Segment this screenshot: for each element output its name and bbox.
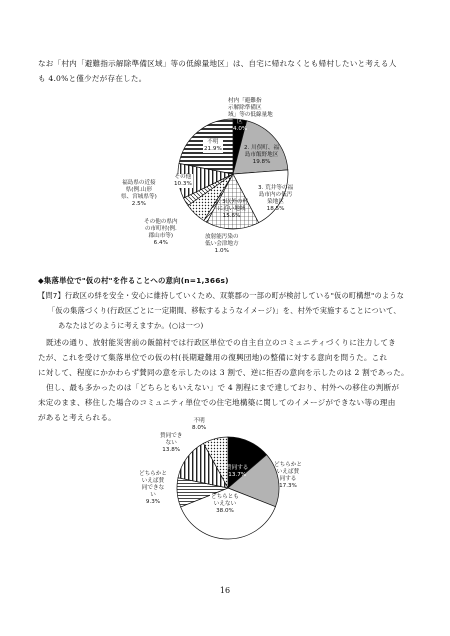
chart1-label-4: 放射能汚染の 低い会津地方 1.0% (205, 234, 239, 254)
body-line-5: 未定のまま、移住した場合のコミュニティ単位での住宅地構築に関してのイメージができない等の理由 (38, 398, 396, 407)
body-line-6: があると考えられる。 (38, 413, 116, 422)
body-line-3: に対して、程度にかかわらず賛同の意を示したのは 3 割で、逆に拒否の意向を示したのは 2 割であった。 (38, 368, 409, 377)
chart1-label-0b: 区 4.0% (233, 119, 248, 132)
question-line-3: あなたはどのように考えますか。(○は一つ) (58, 321, 204, 330)
chart1-label-7: その他 10.3% (174, 174, 192, 187)
question-line-1: 【問7】行政区の絆を安全・安心に維持していくため、双葉郡の一部の町が検討している"仮の町構想"のような (38, 291, 405, 300)
question-line-2: 「仮の集落づくり(行政区ごとに一定期間、移転するようなイメージ)」を、村外で実施することについて、 (48, 306, 401, 315)
chart1-label-0: 村内「避難指 示解除準備区 域」等の低線量地 (228, 98, 273, 118)
body-line-1: 既述の通り、放射能災害前の飯舘村では行政区単位での自主自立のコミュニティづくりに注力してき (46, 338, 396, 347)
page-number: 16 (219, 586, 231, 595)
chart2-label-2: どちらとも いえない 38.0% (211, 494, 239, 514)
chart1-label-5: その他の県内 の市町村(例. 郡山市等) 6.4% (144, 219, 178, 246)
intro-line-1: なお「村内「避難指示解除準備区域」等の低線量地区」は、自宅に帰れなくとも帰村したいと考える人 (38, 59, 397, 68)
chart2-label-3: どちらかと いえば賛 同できな い 9.3% (139, 471, 167, 505)
chart2-label-4: 賛同でき ない 13.8% (160, 433, 183, 453)
chart1-label-8: 不明 21.9% (204, 139, 222, 152)
chart2-label-0: 賛同する 13.7% (226, 465, 249, 478)
chart2-label-5: 不明 8.0% (192, 418, 207, 431)
chart2-label-1: どちらかと いえば賛 同する 17.3% (274, 462, 302, 489)
chart1-label-2: 3. 荒井等の福 島市内の低汚 染地区 18.5% (258, 185, 294, 212)
chart1-label-1: 2. 川俣町、福 島市飯野地区 19.8% (244, 145, 280, 165)
chart1-label-6: 福島県の近接 県(例.山形 県、宮城県等) 2.5% (121, 180, 157, 207)
section-heading: ◆集落単位で"仮の村"を作ることへの意向(n=1,366s) (38, 276, 229, 285)
chart1-label-3: 2. 3以外の村 に近い地域 15.6% (215, 199, 249, 219)
pie-chart-2-slices (177, 437, 279, 539)
body-line-4: 但し、最も多かったのは「どちらともいえない」で 4 割程にまで達しており、村外への移住の判断が (46, 383, 400, 392)
intro-line-2: も 4.0%と僅少だが存在した。 (38, 74, 147, 83)
body-line-2: たが、これを受けて集落単位での仮の村(長期避難用の復興団地)の整備に対する意向を問うた。これ (38, 353, 388, 362)
